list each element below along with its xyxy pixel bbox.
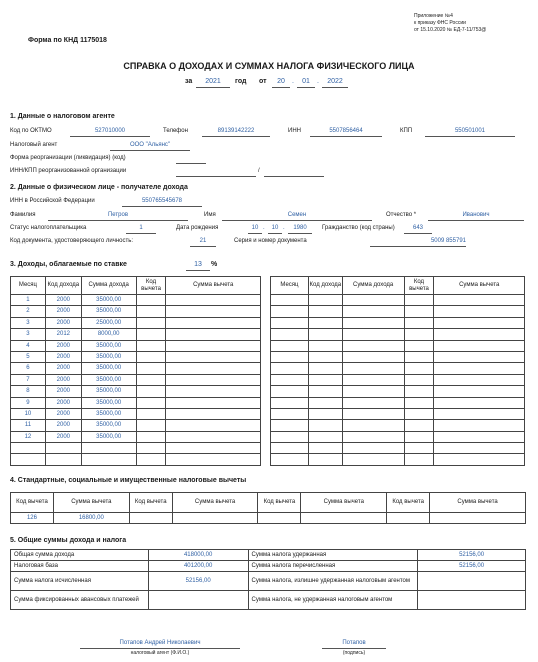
empty-cell <box>404 306 434 317</box>
deductions-table <box>10 492 526 524</box>
empty-cell <box>434 317 525 328</box>
empty-cell <box>308 363 342 374</box>
empty-cell <box>308 431 342 442</box>
income-sum-cell: 35000,00 <box>81 351 136 362</box>
month-cell: 5 <box>11 351 46 362</box>
empty-cell <box>136 351 166 362</box>
income-code-cell: 2000 <box>45 306 81 317</box>
empty-cell <box>136 306 166 317</box>
citizenship-value: 643 <box>412 225 423 231</box>
table-row <box>11 443 261 454</box>
doc-series-label: Серия и номер документа <box>234 238 307 244</box>
income-sum-cell: 35000,00 <box>81 306 136 317</box>
income-sum-cell: 35000,00 <box>81 386 136 397</box>
date-day: 20 <box>277 78 285 85</box>
empty-cell <box>434 386 525 397</box>
signature-value: Потапов <box>342 640 366 646</box>
empty-cell <box>342 443 404 454</box>
ded-cell <box>387 513 430 524</box>
table-row <box>11 329 261 340</box>
table-row <box>271 340 525 351</box>
month-cell: 4 <box>11 340 46 351</box>
status-value: 1 <box>139 225 143 231</box>
appendix-line-3: от 15.10.2020 № ЕД-7-11/753@ <box>414 27 487 33</box>
empty-cell <box>342 397 404 408</box>
income-code-cell: 2000 <box>45 317 81 328</box>
empty-cell <box>404 329 434 340</box>
signature-caption: (подпись) <box>342 650 366 656</box>
empty-cell <box>271 363 309 374</box>
empty-cell <box>308 351 342 362</box>
table-row <box>271 329 525 340</box>
ded-sum-header-2: Сумма вычета <box>172 493 258 513</box>
col-income-sum-2: Сумма дохода <box>342 277 404 295</box>
date-dot-1: . <box>292 78 294 85</box>
income-code-cell: 2000 <box>45 340 81 351</box>
empty-cell <box>81 443 136 454</box>
empty-cell <box>308 340 342 351</box>
empty-cell <box>404 431 434 442</box>
income-sum-cell: 35000,00 <box>81 420 136 431</box>
income-sum-cell: 35000,00 <box>81 340 136 351</box>
birth-dot-2: . <box>283 225 285 231</box>
agent-label: Налоговый агент <box>10 142 58 148</box>
table-row <box>271 363 525 374</box>
empty-cell <box>271 397 309 408</box>
status-label: Статус налогоплательщика <box>10 225 87 231</box>
date-month: 01 <box>302 78 310 85</box>
empty-cell <box>271 374 309 385</box>
empty-cell <box>166 397 261 408</box>
god-label: год <box>235 78 247 85</box>
tax-rate-value: 13 <box>194 261 202 268</box>
empty-cell <box>308 329 342 340</box>
section4-title: 4. Стандартные, социальные и имущественные налоговые вычеты <box>10 477 247 484</box>
not-withheld-value <box>418 591 526 610</box>
table-row <box>11 454 261 465</box>
month-cell: 9 <box>11 397 46 408</box>
ded-cell <box>301 513 387 524</box>
empty-cell <box>136 420 166 431</box>
date-dot-2: . <box>317 78 319 85</box>
empty-cell <box>342 295 404 306</box>
table-row <box>11 295 261 306</box>
table-row <box>271 454 525 465</box>
empty-cell <box>271 306 309 317</box>
empty-cell <box>11 454 46 465</box>
empty-cell <box>404 454 434 465</box>
ded-code-header-4: Код вычета <box>387 493 430 513</box>
empty-cell <box>136 317 166 328</box>
name-label: Имя <box>204 212 216 218</box>
empty-cell <box>166 454 261 465</box>
doc-code-label: Код документа, удостоверяющего личность: <box>10 238 134 244</box>
income-code-cell: 2000 <box>45 374 81 385</box>
income-code-cell: 2000 <box>45 397 81 408</box>
income-sum-cell: 35000,00 <box>81 363 136 374</box>
table-row <box>11 431 261 442</box>
col-month: Месяц <box>11 277 46 295</box>
empty-cell <box>271 420 309 431</box>
empty-cell <box>136 374 166 385</box>
inn-rf-value: 550765545678 <box>141 198 183 204</box>
ded-cell <box>172 513 258 524</box>
empty-cell <box>136 443 166 454</box>
kpp-value: 550501001 <box>454 128 486 134</box>
date-year: 2022 <box>327 78 343 85</box>
income-sum-cell: 35000,00 <box>81 397 136 408</box>
report-year: 2021 <box>205 78 221 85</box>
empty-cell <box>434 443 525 454</box>
month-cell: 8 <box>11 386 46 397</box>
empty-cell <box>136 329 166 340</box>
table-row <box>271 408 525 419</box>
empty-cell <box>342 306 404 317</box>
income-sum-cell: 35000,00 <box>81 431 136 442</box>
not-withheld-label: Сумма налога, не удержанная налоговым агентом <box>248 591 418 610</box>
empty-cell <box>308 454 342 465</box>
inn-kpp-reorg-label: ИНН/КПП реорганизованной организации <box>10 168 127 174</box>
inn-value: 5507856464 <box>329 128 363 134</box>
table-row <box>271 431 525 442</box>
total-income-label: Общая сумма дохода <box>11 550 149 561</box>
empty-cell <box>136 431 166 442</box>
tax-withheld-label: Сумма налога удержанная <box>248 550 418 561</box>
income-code-cell: 2000 <box>45 431 81 442</box>
table-row <box>271 420 525 431</box>
empty-cell <box>434 420 525 431</box>
ded-sum-header-1: Сумма вычета <box>53 493 129 513</box>
ded-code-header-3: Код вычета <box>258 493 301 513</box>
empty-cell <box>271 408 309 419</box>
empty-cell <box>342 420 404 431</box>
inn-label: ИНН <box>288 128 301 134</box>
table-row <box>271 306 525 317</box>
empty-cell <box>136 386 166 397</box>
advance-value <box>148 591 248 610</box>
table-row <box>11 351 261 362</box>
table-row <box>11 397 261 408</box>
ded-cell <box>258 513 301 524</box>
ded-sum-value: 16800,00 <box>53 513 129 524</box>
tax-calc-value: 52156,00 <box>148 572 248 591</box>
tax-base-value: 401200,00 <box>148 561 248 572</box>
agent-fio: Потапов Андрей Николаевич <box>119 640 201 646</box>
ded-code-header-2: Код вычета <box>129 493 172 513</box>
empty-cell <box>308 306 342 317</box>
empty-cell <box>166 374 261 385</box>
empty-cell <box>342 374 404 385</box>
empty-cell <box>136 295 166 306</box>
empty-cell <box>136 363 166 374</box>
empty-cell <box>434 306 525 317</box>
total-income-value: 418000,00 <box>148 550 248 561</box>
empty-cell <box>136 454 166 465</box>
ded-cell <box>129 513 172 524</box>
empty-cell <box>434 431 525 442</box>
reorg-label: Форма реорганизации (ликвидация) (код) <box>10 155 126 161</box>
table-row <box>271 443 525 454</box>
empty-cell <box>434 329 525 340</box>
empty-cell <box>166 351 261 362</box>
empty-cell <box>404 363 434 374</box>
empty-cell <box>404 386 434 397</box>
empty-cell <box>342 317 404 328</box>
advance-label: Сумма фиксированных авансовых платежей <box>11 591 149 610</box>
table-row <box>271 295 525 306</box>
patronymic-value: Иванович <box>462 212 490 218</box>
empty-cell <box>136 408 166 419</box>
empty-cell <box>271 340 309 351</box>
empty-cell <box>434 351 525 362</box>
empty-cell <box>271 329 309 340</box>
col-income-code: Код дохода <box>45 277 81 295</box>
empty-cell <box>404 295 434 306</box>
empty-cell <box>166 329 261 340</box>
empty-cell <box>404 340 434 351</box>
citizenship-label: Гражданство (код страны) <box>322 225 395 231</box>
empty-cell <box>434 340 525 351</box>
empty-cell <box>11 443 46 454</box>
ot-label: от <box>259 78 267 85</box>
totals-table <box>10 549 526 610</box>
section3-title: 3. Доходы, облагаемые по ставке <box>10 261 127 268</box>
empty-cell <box>342 454 404 465</box>
ded-sum-header-4: Сумма вычета <box>430 493 526 513</box>
empty-cell <box>166 306 261 317</box>
oktmo-value: 527010000 <box>94 128 126 134</box>
ded-cell <box>430 513 526 524</box>
phone-label: Телефон <box>163 128 188 134</box>
col-deduction-sum: Сумма вычета <box>166 277 261 295</box>
empty-cell <box>404 351 434 362</box>
phone-value: 89139142222 <box>217 128 255 134</box>
table-row <box>11 317 261 328</box>
percent-sign: % <box>211 261 218 268</box>
empty-cell <box>166 408 261 419</box>
birth-month: 10 <box>271 225 279 231</box>
empty-cell <box>45 454 81 465</box>
table-row <box>11 306 261 317</box>
empty-cell <box>166 420 261 431</box>
table-row <box>271 351 525 362</box>
appendix-line-2: к приказу ФНС России <box>414 20 466 26</box>
za-label: за <box>185 78 193 85</box>
doc-code-value: 21 <box>199 238 207 244</box>
empty-cell <box>342 340 404 351</box>
empty-cell <box>166 386 261 397</box>
patronymic-label: Отчество * <box>386 212 417 218</box>
empty-cell <box>342 408 404 419</box>
slash-separator: / <box>258 168 260 174</box>
income-sum-cell: 25000,00 <box>81 317 136 328</box>
tax-calc-label: Сумма налога исчисленная <box>11 572 149 591</box>
empty-cell <box>45 443 81 454</box>
table-row <box>11 340 261 351</box>
empty-cell <box>342 431 404 442</box>
empty-cell <box>308 317 342 328</box>
income-sum-cell: 35000,00 <box>81 295 136 306</box>
month-cell: 12 <box>11 431 46 442</box>
month-cell: 10 <box>11 408 46 419</box>
empty-cell <box>308 408 342 419</box>
ded-code-header-1: Код вычета <box>11 493 54 513</box>
income-sum-cell: 35000,00 <box>81 374 136 385</box>
empty-cell <box>166 363 261 374</box>
empty-cell <box>308 386 342 397</box>
section2-title: 2. Данные о физическом лице - получателе дохода <box>10 184 188 191</box>
empty-cell <box>166 443 261 454</box>
tax-transferred-value: 52156,00 <box>418 561 526 572</box>
empty-cell <box>342 363 404 374</box>
empty-cell <box>434 454 525 465</box>
empty-cell <box>308 374 342 385</box>
month-cell: 11 <box>11 420 46 431</box>
table-row <box>11 420 261 431</box>
table-row <box>11 408 261 419</box>
empty-cell <box>434 374 525 385</box>
empty-cell <box>404 317 434 328</box>
empty-cell <box>271 454 309 465</box>
month-cell: 1 <box>11 295 46 306</box>
empty-cell <box>404 408 434 419</box>
section1-title: 1. Данные о налоговом агенте <box>10 113 115 120</box>
income-code-cell: 2000 <box>45 295 81 306</box>
excess-value <box>418 572 526 591</box>
birth-label: Дата рождения <box>176 225 219 231</box>
month-cell: 3 <box>11 329 46 340</box>
surname-label: Фамилия <box>10 212 36 218</box>
empty-cell <box>271 295 309 306</box>
tax-base-label: Налоговая база <box>11 561 149 572</box>
empty-cell <box>342 351 404 362</box>
ded-sum-header-3: Сумма вычета <box>301 493 387 513</box>
col-deduction-code-2: Код вычета <box>404 277 434 295</box>
empty-cell <box>308 443 342 454</box>
section5-title: 5. Общие суммы дохода и налога <box>10 537 127 544</box>
tax-withheld-value: 52156,00 <box>418 550 526 561</box>
empty-cell <box>166 431 261 442</box>
empty-cell <box>308 420 342 431</box>
tax-transferred-label: Сумма налога перечисленная <box>248 561 418 572</box>
appendix-line-1: Приложение №4 <box>414 13 453 19</box>
name-value: Семен <box>287 212 307 218</box>
oktmo-label: Код по ОКТМО <box>10 128 52 134</box>
empty-cell <box>136 397 166 408</box>
col-month-2: Месяц <box>271 277 309 295</box>
income-code-cell: 2000 <box>45 386 81 397</box>
empty-cell <box>342 386 404 397</box>
income-code-cell: 2000 <box>45 351 81 362</box>
empty-cell <box>434 397 525 408</box>
empty-cell <box>271 386 309 397</box>
empty-cell <box>434 295 525 306</box>
agent-value: ООО "Альянс" <box>129 142 171 148</box>
empty-cell <box>166 317 261 328</box>
empty-cell <box>404 420 434 431</box>
col-income-sum: Сумма дохода <box>81 277 136 295</box>
empty-cell <box>271 431 309 442</box>
col-deduction-code: Код вычета <box>136 277 166 295</box>
table-row <box>271 317 525 328</box>
empty-cell <box>342 329 404 340</box>
col-deduction-sum-2: Сумма вычета <box>434 277 525 295</box>
page-title: СПРАВКА О ДОХОДАХ И СУММАХ НАЛОГА ФИЗИЧЕСКОГО ЛИЦА <box>123 61 415 71</box>
income-table-left <box>10 276 261 466</box>
table-row <box>11 374 261 385</box>
ded-code-value: 126 <box>11 513 54 524</box>
empty-cell <box>404 374 434 385</box>
empty-cell <box>166 295 261 306</box>
income-code-cell: 2000 <box>45 420 81 431</box>
income-sum-cell: 8000,00 <box>81 329 136 340</box>
income-code-cell: 2012 <box>45 329 81 340</box>
table-row <box>271 374 525 385</box>
empty-cell <box>404 397 434 408</box>
month-cell: 7 <box>11 374 46 385</box>
month-cell: 6 <box>11 363 46 374</box>
form-code: Форма по КНД 1175018 <box>28 37 107 44</box>
empty-cell <box>308 397 342 408</box>
kpp-label: КПП <box>400 128 413 134</box>
table-row <box>271 386 525 397</box>
table-row <box>271 397 525 408</box>
birth-dot-1: . <box>263 225 265 231</box>
empty-cell <box>166 340 261 351</box>
income-sum-cell: 35000,00 <box>81 408 136 419</box>
income-code-cell: 2000 <box>45 408 81 419</box>
inn-rf-label: ИНН в Российской Федерации <box>10 198 95 204</box>
table-row <box>11 386 261 397</box>
month-cell: 3 <box>11 317 46 328</box>
agent-fio-caption: налоговый агент (Ф.И.О.) <box>130 650 190 656</box>
empty-cell <box>271 443 309 454</box>
income-table-right <box>270 276 525 466</box>
empty-cell <box>434 408 525 419</box>
empty-cell <box>271 351 309 362</box>
birth-year: 1980 <box>293 225 307 231</box>
empty-cell <box>308 295 342 306</box>
excess-label: Сумма налога, излишне удержанная налоговым агентом <box>248 572 418 591</box>
income-code-cell: 2000 <box>45 363 81 374</box>
empty-cell <box>404 443 434 454</box>
empty-cell <box>271 317 309 328</box>
empty-cell <box>81 454 136 465</box>
month-cell: 2 <box>11 306 46 317</box>
birth-day: 10 <box>251 225 259 231</box>
surname-value: Петров <box>107 212 129 218</box>
doc-series-value: 5009 855791 <box>430 238 466 244</box>
col-income-code-2: Код дохода <box>308 277 342 295</box>
empty-cell <box>434 363 525 374</box>
table-row <box>11 363 261 374</box>
empty-cell <box>136 340 166 351</box>
